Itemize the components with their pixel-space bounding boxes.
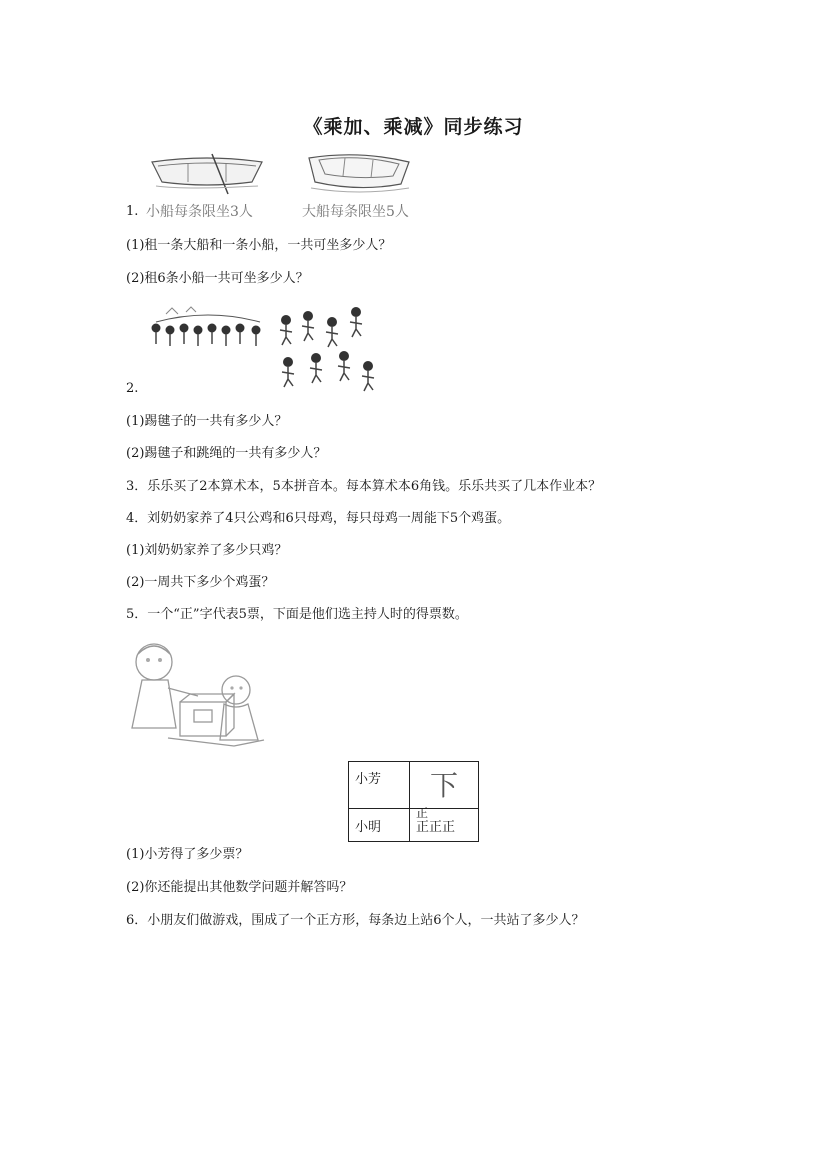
q4-sub2: (2)一周共下多少个鸡蛋？	[126, 575, 275, 590]
table-row	[349, 762, 479, 809]
q4-text: 4．刘奶奶家养了4只公鸡和6只母鸡，每只母鸡一周能下5个鸡蛋。	[126, 511, 511, 526]
jump-rope-children-illustration	[146, 304, 270, 354]
q1-sub1: (1)租一条大船和一条小船，一共可坐多少人？	[126, 238, 392, 253]
vote-count-table	[348, 761, 479, 842]
tally-marks: 正正正	[410, 809, 479, 842]
q2-number: 2.	[126, 381, 139, 396]
big-boat-illustration	[305, 150, 413, 196]
q5-sub2: (2)你还能提出其他数学问题并解答吗？	[126, 880, 353, 895]
q1-number: 1.	[126, 204, 139, 219]
q2-sub1: (1)踢毽子的一共有多少人？	[126, 414, 288, 429]
q6-text: 6．小朋友们做游戏，围成了一个正方形，每条边上站6个人，一共站了多少人？	[126, 913, 585, 928]
big-boat-caption: 大船每条限坐5人	[302, 204, 409, 220]
tally-complete: 正	[416, 806, 429, 820]
q1-sub2: (2)租6条小船一共可坐多少人？	[126, 271, 309, 286]
table-row	[349, 809, 479, 842]
small-boat-caption: 小船每条限坐3人	[146, 204, 253, 220]
q5-text: 5．一个“正”字代表5票，下面是他们选主持人时的得票数。	[126, 607, 468, 622]
page-title: 《乘加、乘减》同步练习	[303, 116, 524, 138]
tally-marks	[410, 762, 479, 820]
tally-partial: 下	[430, 769, 459, 802]
candidate-name: 小明	[349, 809, 410, 842]
q2-sub2: (2)踢毽子和跳绳的一共有多少人？	[126, 446, 327, 461]
q4-sub1: (1)刘奶奶家养了多少只鸡？	[126, 543, 288, 558]
q5-sub1: (1)小芳得了多少票？	[126, 847, 249, 862]
voting-children-illustration	[124, 640, 272, 752]
q3-text: 3．乐乐买了2本算术本，5本拼音本。每本算术本6角钱。乐乐共买了几本作业本？	[126, 479, 602, 494]
shuttlecock-children-illustration	[268, 300, 386, 392]
candidate-name: 小芳	[349, 762, 410, 809]
small-boat-illustration	[148, 152, 266, 196]
